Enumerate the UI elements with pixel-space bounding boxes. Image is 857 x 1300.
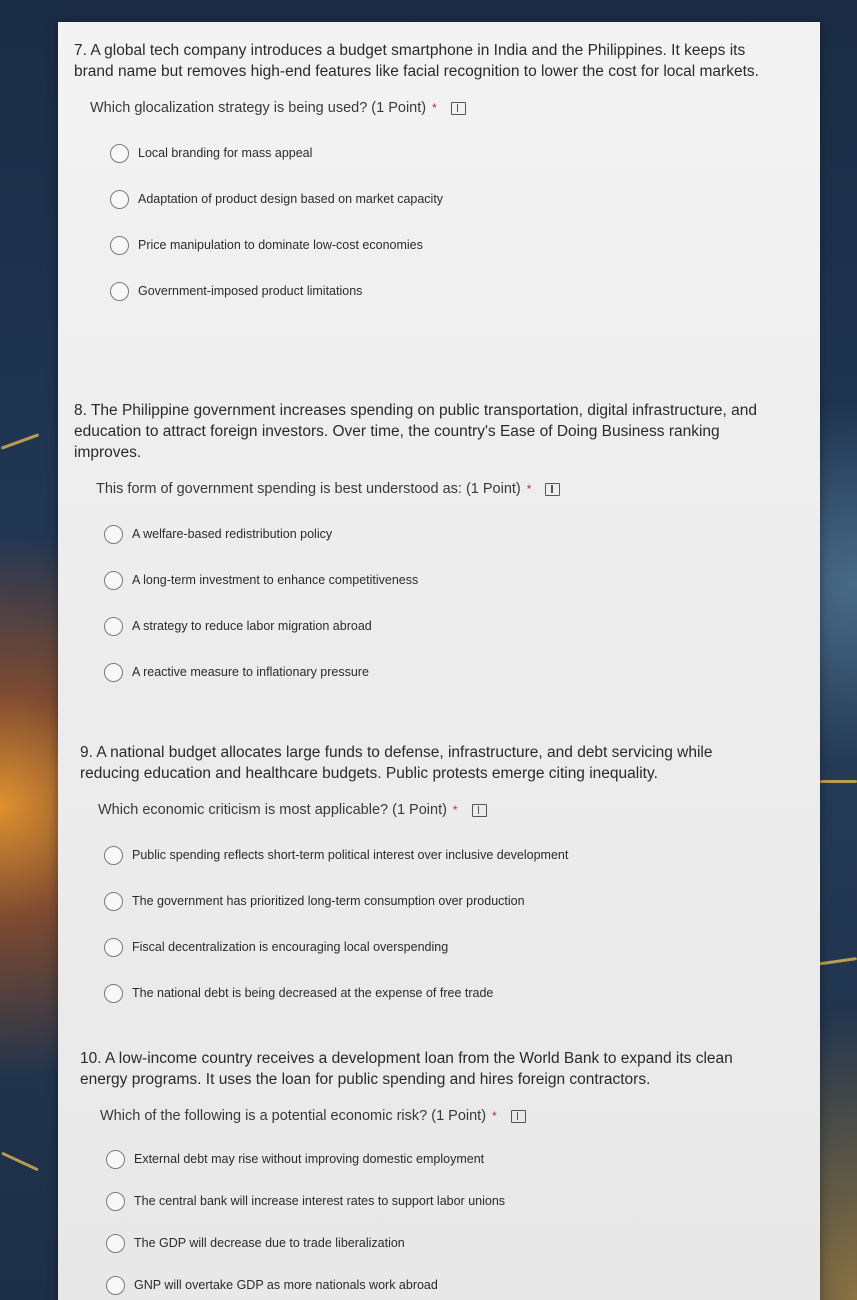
radio-circle-icon[interactable]	[104, 938, 123, 957]
radio-circle-icon[interactable]	[106, 1234, 125, 1253]
question-title: 10. A low-income country receives a development loan from the World Bank to expand its clean energy programs. It uses the loan for public spending and hires foreign contractors.	[80, 1050, 733, 1088]
radio-circle-icon[interactable]	[104, 617, 123, 636]
option-radio[interactable]	[104, 557, 764, 603]
option-radio[interactable]	[106, 1180, 740, 1222]
option-label[interactable]: Adaptation of product design based on market capacity	[138, 192, 444, 206]
question-prompt	[100, 1108, 740, 1124]
option-label[interactable]: Fiscal decentralization is encouraging local overspending	[132, 940, 449, 954]
option-label[interactable]: A reactive measure to inflationary pressure	[132, 665, 369, 679]
question-10	[80, 1048, 740, 1300]
radio-circle-icon[interactable]	[106, 1276, 125, 1295]
question-title: 7. A global tech company introduces a budget smartphone in India and the Philippines. It keeps its brand name but removes high-end features like facial recognition to lower the cost for local markets.	[74, 42, 759, 80]
options-list	[104, 511, 764, 695]
form-card	[58, 22, 820, 1300]
option-radio[interactable]	[106, 1138, 740, 1180]
option-radio[interactable]	[104, 603, 764, 649]
option-radio[interactable]	[104, 970, 730, 1016]
radio-circle-icon[interactable]	[104, 984, 123, 1003]
prompt-text: Which of the following is a potential economic risk? (1 Point)	[100, 1108, 487, 1124]
prompt-text: Which economic criticism is most applicable? (1 Point)	[98, 802, 447, 818]
immersive-reader-icon[interactable]	[545, 483, 560, 496]
radio-circle-icon[interactable]	[104, 525, 123, 544]
background-glow	[1, 433, 40, 449]
option-radio[interactable]	[104, 878, 730, 924]
question-9	[80, 742, 730, 1016]
option-radio[interactable]	[106, 1222, 740, 1264]
question-7	[74, 40, 764, 314]
radio-circle-icon[interactable]	[106, 1192, 125, 1211]
question-prompt	[96, 481, 764, 497]
option-radio[interactable]	[104, 832, 730, 878]
radio-circle-icon[interactable]	[110, 190, 129, 209]
immersive-reader-icon[interactable]	[472, 804, 487, 817]
question-prompt	[90, 100, 764, 116]
required-asterisk: *	[452, 803, 458, 817]
option-label[interactable]: A strategy to reduce labor migration abroad	[132, 619, 372, 633]
background-glow	[1, 1152, 39, 1172]
question-title: 9. A national budget allocates large funds to defense, infrastructure, and debt servicing while reducing education and healthcare budgets. Public protests emerge citing inequality.	[80, 744, 713, 782]
option-radio[interactable]	[110, 130, 764, 176]
required-asterisk: *	[492, 1109, 497, 1123]
option-label[interactable]: A long-term investment to enhance competitiveness	[132, 573, 419, 587]
option-label[interactable]: The GDP will decrease due to trade liberalization	[134, 1236, 405, 1250]
background-glow	[820, 780, 857, 783]
option-radio[interactable]	[110, 176, 764, 222]
required-asterisk: *	[526, 482, 532, 496]
option-label[interactable]: Price manipulation to dominate low-cost economies	[138, 238, 423, 252]
option-radio[interactable]	[110, 268, 764, 314]
option-label[interactable]: External debt may rise without improving domestic employment	[134, 1152, 485, 1166]
radio-circle-icon[interactable]	[106, 1150, 125, 1169]
options-list	[106, 1138, 740, 1300]
radio-circle-icon[interactable]	[104, 892, 123, 911]
option-label[interactable]: Local branding for mass appeal	[138, 146, 313, 160]
option-label[interactable]: Government-imposed product limitations	[138, 284, 363, 298]
question-prompt	[98, 802, 730, 818]
option-label[interactable]: Public spending reflects short-term political interest over inclusive development	[132, 848, 569, 862]
question-8	[74, 400, 764, 695]
prompt-text: This form of government spending is best understood as: (1 Point)	[96, 481, 521, 497]
immersive-reader-icon[interactable]	[451, 102, 466, 115]
required-asterisk: *	[432, 101, 437, 115]
option-label[interactable]: GNP will overtake GDP as more nationals work abroad	[134, 1278, 438, 1292]
option-label[interactable]: The government has prioritized long-term consumption over production	[132, 894, 525, 908]
radio-circle-icon[interactable]	[104, 571, 123, 590]
immersive-reader-icon[interactable]	[511, 1110, 526, 1123]
option-radio[interactable]	[104, 511, 764, 557]
radio-circle-icon[interactable]	[110, 282, 129, 301]
radio-circle-icon[interactable]	[110, 236, 129, 255]
option-radio[interactable]	[104, 924, 730, 970]
option-label[interactable]: A welfare-based redistribution policy	[132, 527, 333, 541]
radio-circle-icon[interactable]	[110, 144, 129, 163]
option-label[interactable]: The national debt is being decreased at the expense of free trade	[132, 986, 494, 1000]
prompt-text: Which glocalization strategy is being used? (1 Point)	[90, 100, 427, 116]
options-list	[110, 130, 764, 314]
option-radio[interactable]	[104, 649, 764, 695]
option-radio[interactable]	[106, 1264, 740, 1300]
option-radio[interactable]	[110, 222, 764, 268]
background-glow	[815, 957, 857, 966]
options-list	[104, 832, 730, 1016]
radio-circle-icon[interactable]	[104, 846, 123, 865]
radio-circle-icon[interactable]	[104, 663, 123, 682]
option-label[interactable]: The central bank will increase interest rates to support labor unions	[134, 1194, 506, 1208]
question-title: 8. The Philippine government increases spending on public transportation, digital infrastructure, and education to attract foreign investors. Over time, the country's Ease of Doing Business ranking improves.	[74, 402, 757, 461]
